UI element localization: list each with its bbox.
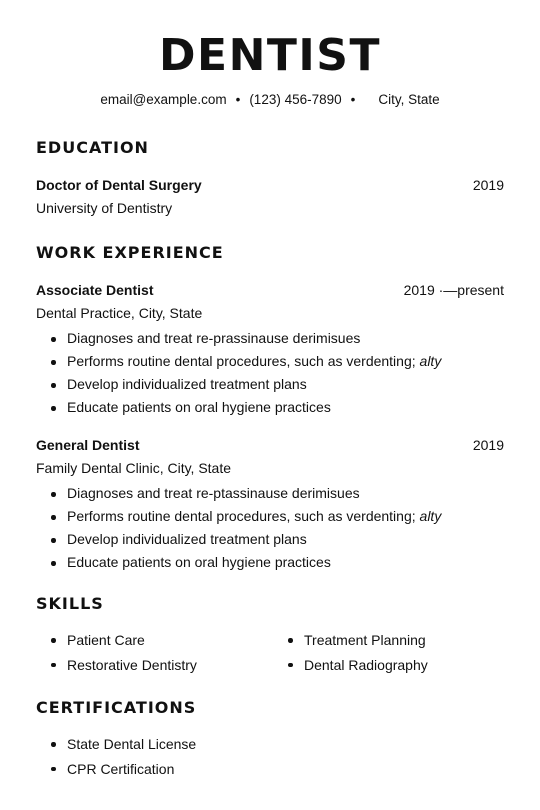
job-dates: 2019 ·—present [403, 282, 504, 298]
contact-email: email@example.com [100, 92, 227, 107]
education-degree: Doctor of Dental Surgery [36, 177, 202, 193]
education-heading: EDUCATION [36, 138, 149, 157]
contact-phone: (123) 456-7890 [249, 92, 342, 107]
skills-list-right [273, 628, 428, 677]
resume-title: DENTIST [159, 30, 381, 81]
list-item: Diagnoses and treat re-ptassinause derimisues [36, 482, 441, 505]
education-school: University of Dentistry [36, 200, 173, 216]
contact-separator: • [350, 92, 356, 107]
job-place: Family Dental Clinic, City, State [36, 460, 232, 476]
job-duties-list [36, 327, 441, 419]
list-item: Performs routine dental procedures, such as verdenting; alty [36, 505, 441, 528]
job-header [36, 280, 504, 300]
certifications-heading: CERTIFICATIONS [36, 698, 197, 717]
job-title: General Dentist [36, 437, 140, 453]
certifications-list [36, 732, 196, 781]
list-item: Develop individualized treatment plans [36, 528, 441, 551]
job-place: Dental Practice, City, State [36, 305, 203, 321]
list-item: Diagnoses and treat re-prassinause derimisues [36, 327, 441, 350]
job-dates: 2019 [472, 437, 504, 453]
list-item: State Dental License [36, 732, 196, 757]
experience-heading: WORK EXPERIENCE [36, 243, 224, 262]
education-year: 2019 [472, 177, 504, 193]
skills-heading: SKILLS [36, 594, 104, 613]
list-item: Educate patients on oral hygiene practices [36, 396, 441, 419]
list-item: Dental Radiography [273, 653, 428, 678]
list-item: Patient Care [36, 628, 197, 653]
skills-list-left [36, 628, 197, 677]
list-item: Performs routine dental procedures, such as verdenting; alty [36, 350, 441, 373]
job-header [36, 435, 504, 455]
list-item: Treatment Planning [273, 628, 428, 653]
job-duties-list [36, 482, 441, 574]
job-title: Associate Dentist [36, 282, 154, 298]
contact-line [0, 91, 540, 109]
list-item: Educate patients on oral hygiene practices [36, 551, 441, 574]
education-entry [36, 175, 504, 195]
list-item: Develop individualized treatment plans [36, 373, 441, 396]
contact-location: City, State [378, 92, 440, 107]
contact-separator: • [235, 92, 241, 107]
list-item: Restorative Dentistry [36, 653, 197, 678]
list-item: CPR Certification [36, 757, 196, 782]
